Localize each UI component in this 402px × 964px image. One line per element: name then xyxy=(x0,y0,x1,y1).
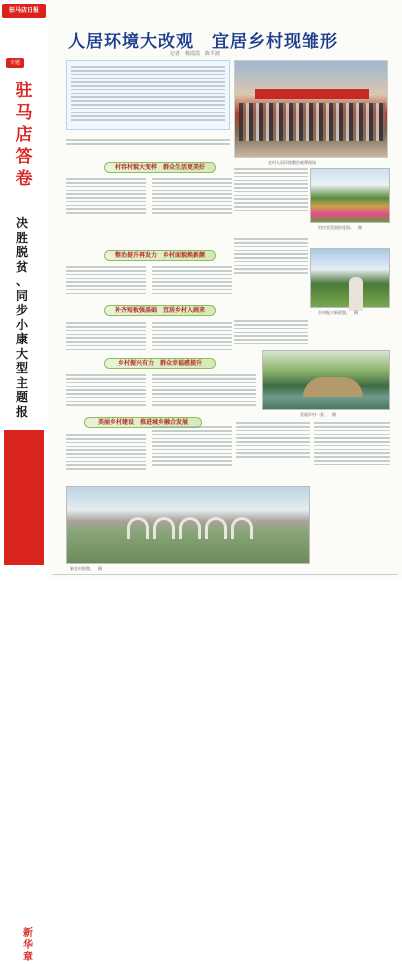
vertical-subtitle-char: 胜 xyxy=(15,230,28,245)
vertical-title-char: 驻 xyxy=(15,81,33,101)
text-line xyxy=(152,456,232,458)
text-line xyxy=(66,201,146,203)
text-line xyxy=(236,456,310,458)
text-line xyxy=(66,266,146,268)
text-line xyxy=(234,180,308,182)
text-line xyxy=(234,187,308,189)
text-line xyxy=(66,190,146,192)
vertical-subtitle-char: 报 xyxy=(15,404,28,419)
new-chapter-line: 新 xyxy=(23,928,33,939)
bridge-photo-caption: 新农村面貌。 摄 xyxy=(70,566,102,571)
text-line xyxy=(314,449,390,451)
bridge-photo xyxy=(66,486,310,564)
text-line xyxy=(152,404,256,406)
text-line xyxy=(234,332,308,334)
text-line xyxy=(152,212,232,214)
pond-photo xyxy=(262,350,390,410)
pond-photo-caption: 美丽乡村一景。 摄 xyxy=(300,412,336,417)
text-line xyxy=(152,334,232,336)
body-text xyxy=(152,264,232,296)
text-line xyxy=(66,337,146,339)
vertical-title-char: 马 xyxy=(15,103,33,123)
text-line xyxy=(236,422,310,424)
text-line xyxy=(152,349,232,351)
text-line xyxy=(66,285,146,287)
text-line xyxy=(66,143,230,145)
vertical-subtitle-char: 主 xyxy=(15,375,28,390)
text-line xyxy=(66,208,146,210)
text-line xyxy=(66,386,146,388)
text-line xyxy=(66,345,146,347)
text-line xyxy=(234,238,308,240)
text-line xyxy=(152,345,232,347)
text-line xyxy=(66,393,146,395)
body-text xyxy=(152,176,232,216)
text-line xyxy=(236,449,310,451)
new-chapter-line: 章 xyxy=(23,952,33,963)
text-line xyxy=(234,168,308,170)
text-line xyxy=(152,278,232,280)
text-line xyxy=(234,210,308,212)
section-tag: 专题 xyxy=(6,58,24,68)
text-line xyxy=(66,401,146,403)
vertical-title-char: 答 xyxy=(15,147,33,167)
text-line xyxy=(66,378,146,380)
text-line xyxy=(152,445,232,447)
text-line xyxy=(152,464,232,466)
vertical-subtitle-char: 脱 xyxy=(15,245,28,259)
body-text xyxy=(236,420,310,460)
text-line xyxy=(71,108,225,110)
text-line xyxy=(234,261,308,263)
text-line xyxy=(234,268,308,270)
text-line xyxy=(234,339,308,341)
text-line xyxy=(314,464,390,466)
text-line xyxy=(66,464,146,466)
text-line xyxy=(66,382,146,384)
text-line xyxy=(236,437,310,439)
masthead-logo xyxy=(2,4,46,18)
text-line xyxy=(234,328,308,330)
body-text xyxy=(66,372,146,408)
text-line xyxy=(152,201,232,203)
text-line xyxy=(152,401,256,403)
girl-photo xyxy=(310,248,390,308)
section-heading: 整治提升再发力 乡村面貌焕新颜 xyxy=(104,250,216,261)
text-line xyxy=(66,205,146,207)
text-line xyxy=(152,449,232,451)
text-line xyxy=(236,441,310,443)
photo-figure xyxy=(349,277,363,311)
section-heading: 美丽乡村建设 推进城乡融合发展 xyxy=(84,417,202,428)
photo-hut xyxy=(303,377,363,397)
text-line xyxy=(71,104,225,106)
text-line xyxy=(152,190,232,192)
text-line xyxy=(234,195,308,197)
text-line xyxy=(234,272,308,274)
body-text xyxy=(234,166,308,214)
body-text xyxy=(66,176,146,216)
text-line xyxy=(66,446,146,448)
flowers-photo-caption: 村庄里美丽的花海。 摄 xyxy=(318,225,362,230)
text-line xyxy=(234,253,308,255)
vertical-subtitle-char: 同 xyxy=(15,288,28,303)
text-line xyxy=(66,186,146,188)
text-line xyxy=(314,441,390,443)
text-line xyxy=(152,341,232,343)
byline: 记者 杨霞霞 陈平波 xyxy=(170,51,221,57)
bridge-arch xyxy=(205,517,227,539)
vertical-subtitle-char: 贫 xyxy=(15,259,28,274)
bridge-arch xyxy=(127,517,149,539)
text-line xyxy=(66,461,146,463)
text-line xyxy=(71,119,225,121)
text-line xyxy=(152,205,232,207)
body-text xyxy=(66,320,146,352)
text-line xyxy=(234,246,308,248)
text-line xyxy=(152,285,232,287)
photo-crowd xyxy=(239,103,385,141)
vertical-subtitle-char: 小 xyxy=(15,317,28,332)
text-line xyxy=(66,453,146,455)
text-line xyxy=(234,343,308,345)
text-line xyxy=(314,437,390,439)
vertical-title-char: 卷 xyxy=(15,169,33,189)
text-line xyxy=(71,85,225,87)
section-heading: 乡村振兴有力 群众幸福感提升 xyxy=(104,358,216,369)
vertical-title xyxy=(10,80,38,190)
text-line xyxy=(234,191,308,193)
text-line xyxy=(234,257,308,259)
text-line xyxy=(314,452,390,454)
text-line xyxy=(152,460,232,462)
text-line xyxy=(152,389,256,391)
new-chapter-badge xyxy=(12,923,44,963)
text-line xyxy=(71,112,225,114)
text-line xyxy=(314,434,390,436)
vertical-subtitle-char: 决 xyxy=(15,216,28,230)
vertical-subtitle-char: 、 xyxy=(15,274,28,288)
vertical-subtitle xyxy=(11,216,33,419)
text-line xyxy=(66,449,146,451)
text-line xyxy=(152,426,232,428)
vertical-subtitle-char: 型 xyxy=(15,361,28,375)
text-line xyxy=(152,434,232,436)
text-line xyxy=(152,289,232,291)
left-column xyxy=(0,0,48,963)
text-line xyxy=(236,426,310,428)
section-heading: 补齐短板强基础 宜居乡村入画来 xyxy=(104,305,216,316)
photo-banner xyxy=(255,89,369,99)
text-line xyxy=(152,182,232,184)
vertical-title-char: 店 xyxy=(15,125,33,145)
text-line xyxy=(71,100,225,102)
text-line xyxy=(234,172,308,174)
text-line xyxy=(152,441,232,443)
text-line xyxy=(71,81,225,83)
intro-box xyxy=(66,60,230,130)
text-line xyxy=(152,397,256,399)
text-line xyxy=(66,468,146,470)
text-line xyxy=(71,70,225,72)
text-line xyxy=(66,270,146,272)
text-line xyxy=(66,212,146,214)
text-line xyxy=(152,393,256,395)
text-line xyxy=(152,337,232,339)
text-line xyxy=(314,426,390,428)
text-line xyxy=(66,438,146,440)
text-line xyxy=(66,341,146,343)
text-line xyxy=(66,278,146,280)
text-line xyxy=(152,322,232,324)
text-line xyxy=(71,78,225,80)
bridge-arch xyxy=(153,517,175,539)
text-line xyxy=(234,250,308,252)
text-line xyxy=(152,330,232,332)
headline: 人居环境大改观 宜居乡村现雏形 xyxy=(68,32,338,52)
text-line xyxy=(66,178,146,180)
text-line xyxy=(66,289,146,291)
text-line xyxy=(66,139,230,141)
text-line xyxy=(66,397,146,399)
body-text xyxy=(66,432,146,472)
text-line xyxy=(236,445,310,447)
text-line xyxy=(152,266,232,268)
vertical-subtitle-char: 大 xyxy=(15,346,28,361)
body-text xyxy=(152,320,232,352)
text-line xyxy=(152,178,232,180)
text-line xyxy=(234,198,308,200)
text-line xyxy=(66,274,146,276)
body-text xyxy=(66,264,146,296)
text-line xyxy=(234,324,308,326)
text-line xyxy=(152,430,232,432)
text-line xyxy=(66,193,146,195)
text-line xyxy=(66,389,146,391)
text-line xyxy=(152,382,256,384)
text-line xyxy=(234,202,308,204)
body-text xyxy=(234,318,308,347)
text-line xyxy=(234,320,308,322)
text-line xyxy=(234,335,308,337)
text-line xyxy=(66,457,146,459)
text-line xyxy=(66,374,146,376)
text-line xyxy=(234,183,308,185)
text-line xyxy=(152,453,232,455)
text-line xyxy=(66,404,146,406)
text-line xyxy=(314,456,390,458)
text-line xyxy=(152,378,256,380)
body-text xyxy=(152,372,256,408)
bridge-arch xyxy=(179,517,201,539)
text-line xyxy=(152,386,256,388)
text-line xyxy=(152,186,232,188)
text-line xyxy=(152,326,232,328)
text-line xyxy=(234,242,308,244)
text-line xyxy=(234,176,308,178)
masthead-logo-text: 驻马店日报 xyxy=(8,7,39,14)
text-line xyxy=(236,430,310,432)
text-line xyxy=(152,438,232,440)
vertical-subtitle-char: 题 xyxy=(15,390,28,404)
text-line xyxy=(71,93,225,95)
text-line xyxy=(152,281,232,283)
text-line xyxy=(314,460,390,462)
text-line xyxy=(66,197,146,199)
body-text xyxy=(234,236,308,276)
text-line xyxy=(66,322,146,324)
text-line xyxy=(152,293,232,295)
text-line xyxy=(66,293,146,295)
bridge-arch xyxy=(231,517,253,539)
text-line xyxy=(236,434,310,436)
text-line xyxy=(71,89,225,91)
text-line xyxy=(152,274,232,276)
text-line xyxy=(152,193,232,195)
text-line xyxy=(314,445,390,447)
girl-photo-caption: 乡村振兴新面貌。 摄 xyxy=(318,310,358,315)
text-line xyxy=(66,281,146,283)
body-text xyxy=(66,137,230,147)
text-line xyxy=(66,182,146,184)
text-line xyxy=(71,66,225,68)
flowers-photo xyxy=(310,168,390,223)
text-line xyxy=(152,197,232,199)
text-line xyxy=(66,330,146,332)
vertical-subtitle-char: 康 xyxy=(15,332,28,346)
vertical-subtitle-char: 步 xyxy=(15,303,28,317)
section-heading: 村容村貌大变样 群众生活更美好 xyxy=(104,162,216,173)
red-strip xyxy=(4,430,44,963)
top-photo-caption: 农村人居环境整治观摩现场 xyxy=(268,160,316,165)
text-line xyxy=(66,326,146,328)
text-line xyxy=(234,265,308,267)
text-line xyxy=(66,334,146,336)
text-line xyxy=(71,96,225,98)
text-line xyxy=(71,74,225,76)
text-line xyxy=(152,374,256,376)
text-line xyxy=(66,434,146,436)
new-chapter-line: 华 xyxy=(23,940,33,951)
text-line xyxy=(152,208,232,210)
text-line xyxy=(66,349,146,351)
text-line xyxy=(234,206,308,208)
text-line xyxy=(71,115,225,117)
text-line xyxy=(314,430,390,432)
body-text xyxy=(314,420,390,468)
text-line xyxy=(66,442,146,444)
text-line xyxy=(152,270,232,272)
body-text xyxy=(152,424,232,468)
text-line xyxy=(314,422,390,424)
top-photo xyxy=(234,60,388,158)
text-line xyxy=(236,452,310,454)
footer-rule xyxy=(52,574,398,575)
